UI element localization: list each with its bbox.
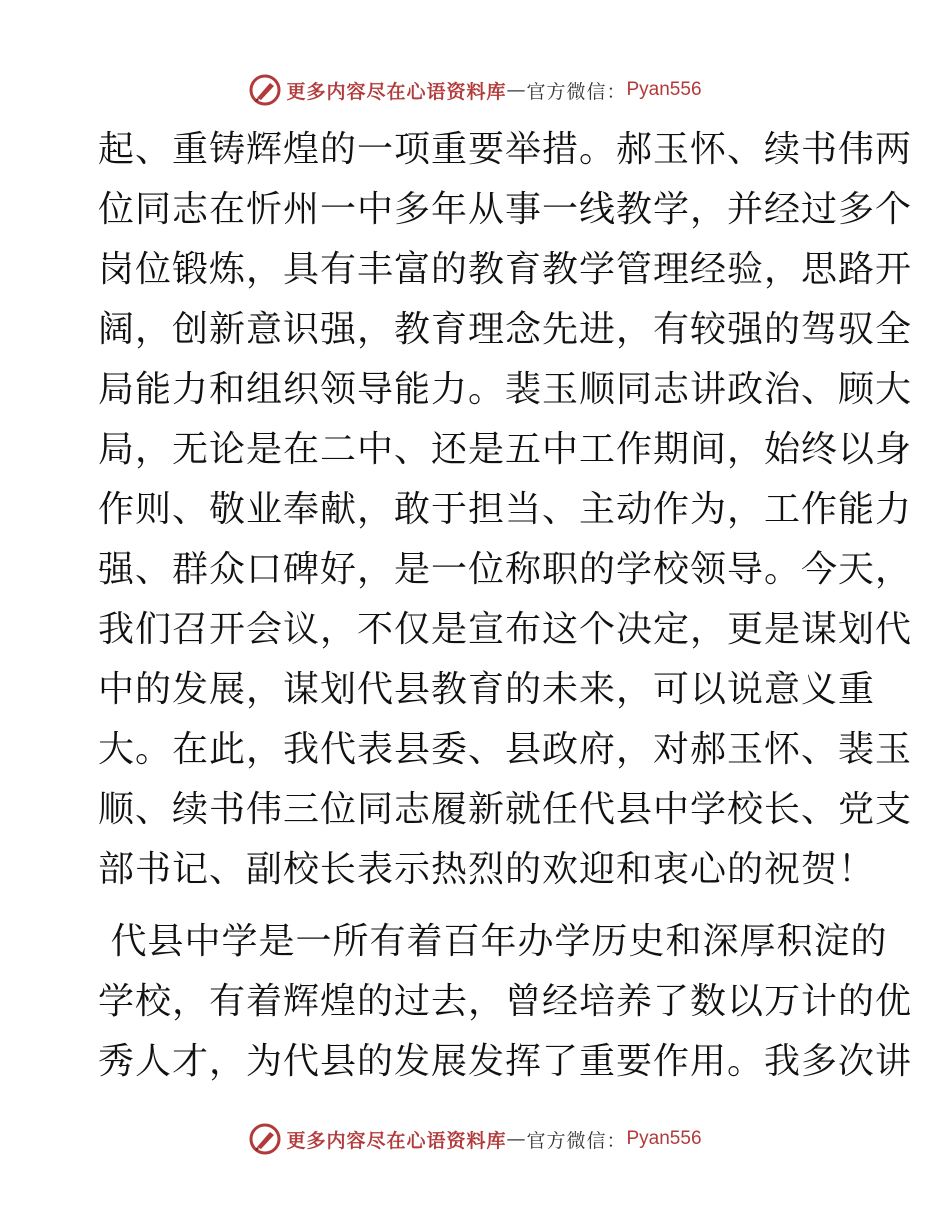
text-line: 秀人才，为代县的发展发挥了重要作用。我多次讲 bbox=[98, 1041, 913, 1082]
text-line: 位同志在忻州一中多年从事一线教学，并经过多个 bbox=[98, 189, 913, 230]
text-line: 岗位锻炼，具有丰富的教育教学管理经验，思路开 bbox=[98, 249, 913, 290]
text-line: 大。在此，我代表县委、县政府，对郝玉怀、裴玉 bbox=[98, 729, 913, 770]
footer-watermark bbox=[0, 1121, 950, 1157]
text-line: 中的发展，谋划代县教育的未来，可以说意义重 bbox=[98, 669, 876, 710]
text-line: 作则、敬业奉献，敢于担当、主动作为，工作能力 bbox=[98, 489, 913, 530]
watermark-wechat-id: Pyan556 bbox=[626, 1128, 702, 1149]
watermark-wechat-id: Pyan556 bbox=[626, 79, 702, 100]
watermark-site-text: 更多内容尽在心语资料库 bbox=[286, 80, 507, 103]
text-line: 阔，创新意识强，教育理念先进，有较强的驾驭全 bbox=[98, 309, 913, 350]
header-watermark bbox=[0, 72, 950, 108]
logo-pen-icon bbox=[248, 73, 282, 107]
watermark-site-text: 更多内容尽在心语资料库 bbox=[286, 1129, 507, 1152]
text-line: 局，无论是在二中、还是五中工作期间，始终以身 bbox=[98, 429, 913, 470]
text-line: 学校，有着辉煌的过去，曾经培养了数以万计的优 bbox=[98, 981, 913, 1022]
text-line: 强、群众口碑好，是一位称职的学校领导。今天， bbox=[98, 549, 913, 590]
watermark-dash: — bbox=[506, 1128, 527, 1150]
text-line: 起、重铸辉煌的一项重要举措。郝玉怀、续书伟两 bbox=[98, 129, 913, 170]
text-line: 局能力和组织领导能力。裴玉顺同志讲政治、顾大 bbox=[98, 369, 913, 410]
paragraph-2 bbox=[98, 912, 913, 1092]
text-line: 顺、续书伟三位同志履新就任代县中学校长、党支 bbox=[98, 789, 913, 830]
text-line: 我们召开会议，不仅是宣布这个决定，更是谋划代 bbox=[98, 609, 913, 650]
paragraph-1 bbox=[98, 120, 913, 900]
text-line: 部书记、副校长表示热烈的欢迎和衷心的祝贺！ bbox=[98, 849, 876, 890]
watermark-wechat-label: 官方微信： bbox=[526, 1129, 627, 1152]
logo-pen-icon bbox=[248, 1122, 282, 1156]
text-line: 代县中学是一所有着百年办学历史和深厚积淀的 bbox=[98, 921, 888, 962]
document-body bbox=[98, 120, 913, 1092]
watermark-dash: — bbox=[506, 79, 527, 101]
watermark-wechat-label: 官方微信： bbox=[526, 80, 627, 103]
